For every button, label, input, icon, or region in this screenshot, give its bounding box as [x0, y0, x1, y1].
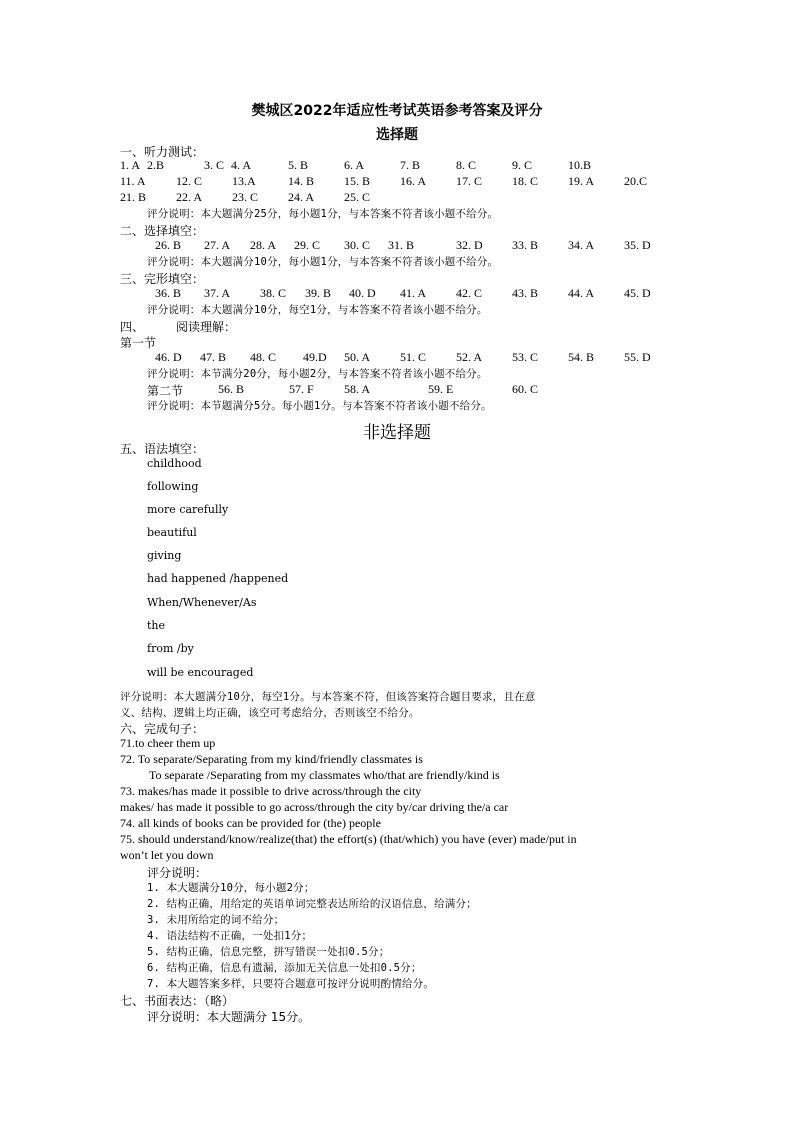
answer: 16. A	[400, 174, 427, 188]
answer: 6. A	[344, 158, 365, 172]
answer: 54. B	[568, 350, 595, 364]
answer: 55. D	[624, 350, 651, 364]
answer: 5. B	[288, 158, 309, 172]
answer: 11. A	[120, 174, 146, 188]
answer: 31. B	[388, 238, 415, 252]
section3-heading: 三、完形填空：	[120, 272, 205, 286]
answer: 30. C	[344, 238, 371, 252]
answer: 14. B	[288, 174, 315, 188]
answer: 39. B	[305, 286, 332, 300]
answer: 19. A	[568, 174, 595, 188]
answer: 27. A	[204, 238, 231, 252]
list-item: will be encouraged	[147, 666, 254, 679]
answer: 1. A	[120, 158, 141, 172]
list-item: To separate /Separating from my classmates who/that are friendly/kind is	[149, 768, 500, 782]
answer: 3. C	[204, 158, 225, 172]
answer: 2.B	[147, 158, 165, 172]
list-item: 7. 本大题答案多样，只要符合题意可按评分说明酌情给分。	[147, 978, 435, 990]
answer: 38. C	[260, 286, 287, 300]
answer: 15. B	[344, 174, 371, 188]
list-item: 1. 本大题满分10分，每小题2分；	[147, 882, 315, 894]
answer: 21. B	[120, 190, 147, 204]
answer: 20.C	[624, 174, 648, 188]
answer: 57. F	[289, 382, 314, 396]
list-item: 6. 结构正确，信息有遗漏，添加无关信息一处扣0.5分；	[147, 962, 422, 974]
answer: 34. A	[568, 238, 595, 252]
answer: 51. C	[400, 350, 427, 364]
answer: 17. C	[456, 174, 483, 188]
list-item: the	[147, 619, 166, 632]
answer: 28. A	[250, 238, 277, 252]
section1-heading: 一、听力测试：	[120, 145, 205, 159]
section2-heading: 二、选择填空：	[120, 224, 205, 238]
list-item: 74. all kinds of books can be provided for (the) people	[120, 816, 381, 830]
answer: 43. B	[512, 286, 539, 300]
answer: 48. C	[250, 350, 277, 364]
list-item: 5. 结构正确，信息完整，拼写错误一处扣0.5分；	[147, 946, 390, 958]
answer: 26. B	[155, 238, 182, 252]
answer: 29. C	[294, 238, 321, 252]
answer: 35. D	[624, 238, 651, 252]
answer: 42. C	[456, 286, 483, 300]
s7-scoring-note: 评分说明：本大题满分 15分。	[147, 1010, 311, 1024]
answer: 23. C	[232, 190, 259, 204]
answer: 4. A	[231, 158, 252, 172]
answer: 59. E	[428, 382, 454, 396]
list-item: childhood	[147, 457, 202, 470]
answer: 52. A	[456, 350, 483, 364]
answer: 45. D	[624, 286, 651, 300]
list-item: more carefully	[147, 503, 229, 516]
answer: 13.A	[232, 174, 256, 188]
list-item: beautiful	[147, 526, 197, 539]
s5-scoring-note-line1: 评分说明：本大题满分10分，每空1分。与本答案不符，但该答案符合题目要求，且在意	[120, 691, 536, 703]
list-item: won’t let you down	[120, 848, 214, 862]
list-item: 73. makes/has made it possible to drive across/through the city	[120, 784, 422, 798]
s2-scoring-note: 评分说明：本大题满分10分，每小题1分，与本答案不符者该小题不给分。	[147, 256, 499, 268]
answer: 41. A	[400, 286, 427, 300]
s3-scoring-note: 评分说明：本大题满分10分，每空1分，与本答案不符者该小题不给分。	[147, 304, 488, 316]
list-item: 75. should understand/know/realize(that) the effort(s) (that/which) you have (ever) made/put in	[120, 832, 577, 846]
s5-scoring-note-line2: 义、结构、逻辑上均正确，该空可考虑给分，否则该空不给分。	[120, 707, 420, 719]
list-item: giving	[147, 549, 182, 562]
page-title: 樊城区2022年适应性考试英语参考答案及评分	[251, 103, 543, 119]
list-item: following	[147, 480, 199, 493]
list-item: 2. 结构正确，用给定的英语单词完整表达所给的汉语信息，给满分；	[147, 898, 477, 910]
answer: 53. C	[512, 350, 539, 364]
answer: 49.D	[303, 350, 327, 364]
answer: 12. C	[176, 174, 203, 188]
answer: 10.B	[568, 158, 592, 172]
answer: 58. A	[344, 382, 371, 396]
answer: 37. A	[204, 286, 231, 300]
section4-part1-label: 第一节	[120, 336, 157, 350]
list-item: from /by	[147, 642, 194, 655]
answer: 46. D	[155, 350, 182, 364]
list-item: had happened /happened	[147, 572, 289, 585]
s4-part1-scoring-note: 评分说明：本节满分20分，每小题2分，与本答案不符者该小题不给分。	[147, 368, 488, 380]
section4-heading-number: 四、	[120, 320, 145, 334]
section5-heading: 五、语法填空：	[120, 442, 205, 456]
answer: 8. C	[456, 158, 477, 172]
section7-heading: 七、书面表达：（略）	[120, 994, 235, 1008]
answer: 60. C	[512, 382, 539, 396]
part2-heading: 非选择题	[363, 423, 431, 443]
list-item: 4. 语法结构不正确，一处扣1分；	[147, 930, 313, 942]
s4-part2-scoring-note: 评分说明：本节题满分5分。每小题1分。与本答案不符者该小题不给分。	[147, 400, 492, 412]
answer: 18. C	[512, 174, 539, 188]
answer: 33. B	[512, 238, 539, 252]
section4-part2-label: 第二节	[147, 384, 184, 398]
answer: 32. D	[456, 238, 483, 252]
answer: 36. B	[155, 286, 182, 300]
s1-scoring-note: 评分说明：本大题满分25分，每小题1分，与本答案不符者该小题不给分。	[147, 208, 499, 220]
answer: 24. A	[288, 190, 315, 204]
part1-heading: 选择题	[376, 127, 418, 143]
answer: 56. B	[218, 382, 245, 396]
section6-heading: 六、完成句子：	[120, 722, 205, 736]
answer: 47. B	[200, 350, 227, 364]
answer: 40. D	[349, 286, 376, 300]
list-item: When/Whenever/As	[147, 596, 257, 609]
answer: 7. B	[400, 158, 421, 172]
answer: 44. A	[568, 286, 595, 300]
list-item: 72. To separate/Separating from my kind/friendly classmates is	[120, 752, 423, 766]
answer: 50. A	[344, 350, 371, 364]
list-item: 3. 未用所给定的词不给分；	[147, 914, 285, 926]
list-item: makes/ has made it possible to go across/through the city by/car driving the/a car	[120, 800, 509, 814]
answer: 25. C	[344, 190, 371, 204]
s6-scoring-heading: 评分说明：	[147, 866, 208, 880]
list-item: 71.to cheer them up	[120, 736, 216, 750]
answer: 9. C	[512, 158, 533, 172]
answer: 22. A	[176, 190, 203, 204]
section4-heading: 阅读理解：	[176, 320, 237, 334]
